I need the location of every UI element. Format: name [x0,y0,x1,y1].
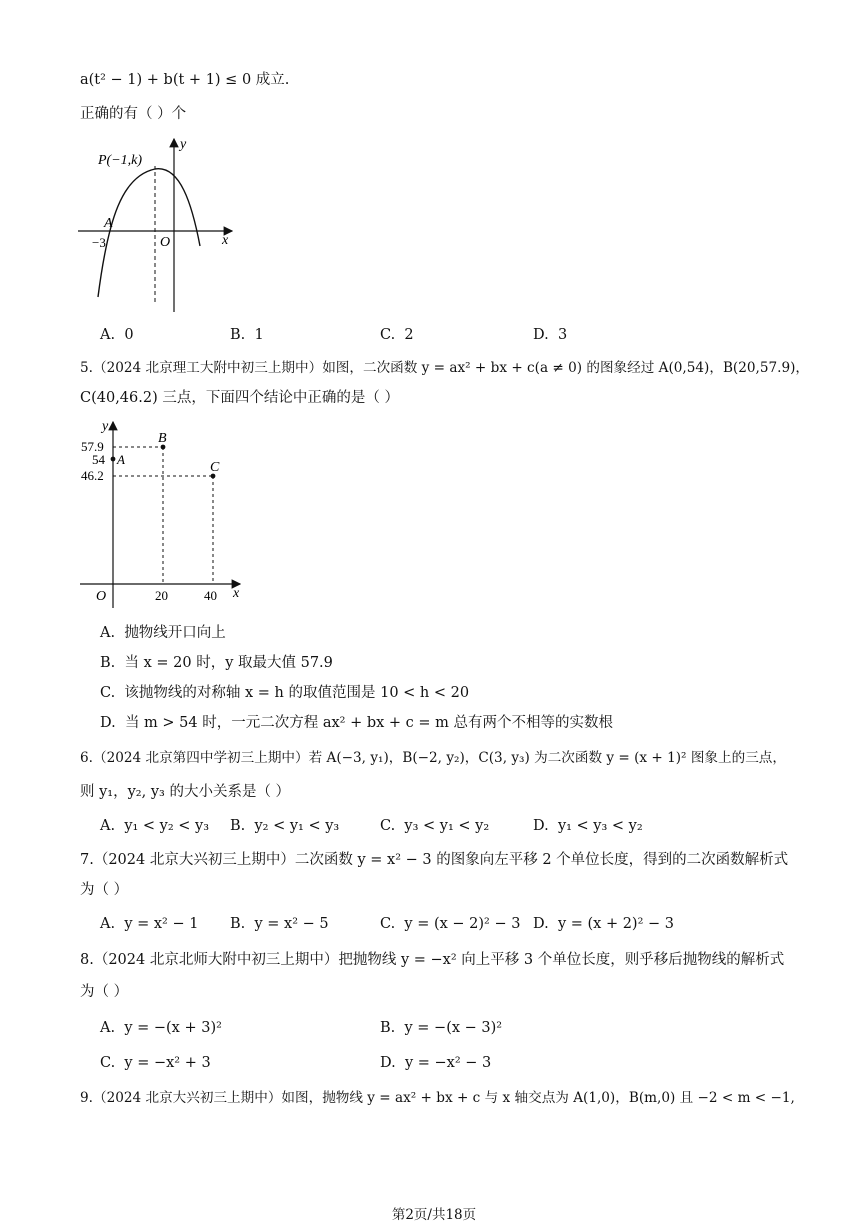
q4-tail-text: a(t² − 1) + b(t + 1) ≤ 0 成立. [80,72,290,88]
q4-prompt: 正确的有（ ）个 [80,106,187,122]
q7-stem-line1: 7.（2024 北京大兴初三上期中）二次函数 y = x² − 3 的图象向左平移 2 个单位长度，得到的二次函数解析式 [80,852,789,868]
q5-option-a: A. 抛物线开口向上 [100,625,226,641]
q5-label-x: x [233,586,240,601]
q4-label-p: P(−1,k) [98,153,143,168]
page-footer: 第2页/共18页 [391,1207,477,1223]
q6-option-d: D. y₁ < y₃ < y₂ [533,818,643,834]
q5-option-b: B. 当 x = 20 时，y 取最大值 57.9 [100,655,333,671]
q5-tick-40: 40 [204,588,217,603]
q5-label-c: C [210,460,220,475]
q5-points-figure [76,416,246,610]
q5-label-origin: O [96,589,107,604]
q4-label-origin: O [160,235,171,250]
q4-parabola-figure [74,134,244,316]
q5-option-d: D. 当 m > 54 时，一元二次方程 ax² + bx + c = m 总有两个不相等的实数根 [100,715,614,731]
q5-label-y: y [102,419,109,434]
q7-stem-line2: 为（ ） [80,882,129,898]
q4-option-c: C. 2 [380,327,414,343]
q4-parabola-curve [98,169,200,297]
q7-option-c: C. y = (x − 2)² − 3 [380,916,521,932]
q9-stem-line1: 9.（2024 北京大兴初三上期中）如图，抛物线 y = ax² + bx + c 与 x 轴交点为 A(1,0)，B(m,0) 且 −2 < m < −1, [80,1090,795,1106]
q8-option-c: C. y = −x² + 3 [100,1055,211,1071]
q5-point-a [111,457,116,462]
q6-stem-line2: 则 y₁，y₂, y₃ 的大小关系是（ ） [80,784,291,800]
q5-tick-20: 20 [155,588,168,603]
q5-tick-579: 57.9 [81,439,104,454]
q5-stem-line2: C(40,46.2) 三点，下面四个结论中正确的是（ ） [80,390,399,406]
q6-option-c: C. y₃ < y₁ < y₂ [380,818,490,834]
q4-label-x: x [222,233,229,248]
q5-option-c: C. 该抛物线的对称轴 x = h 的取值范围是 10 < h < 20 [100,685,470,701]
q7-option-d: D. y = (x + 2)² − 3 [533,916,674,932]
q5-tick-54: 54 [92,452,105,467]
q6-option-b: B. y₂ < y₁ < y₃ [230,818,340,834]
q4-label-a: A [104,216,113,231]
q5-stem-line1: 5.（2024 北京理工大附中初三上期中）如图，二次函数 y = ax² + bx + c(a ≠ 0) 的图象经过 A(0,54)，B(20,57.9)， [80,360,810,376]
q4-option-d: D. 3 [533,327,568,343]
q8-stem-line1: 8.（2024 北京北师大附中初三上期中）把抛物线 y = −x² 向上平移 3 个单位长度，则乎移后抛物线的解析式 [80,952,785,968]
q8-option-d: D. y = −x² − 3 [380,1055,492,1071]
q8-stem-line2: 为（ ） [80,984,129,1000]
q6-stem-line1: 6.（2024 北京第四中学初三上期中）若 A(−3, y₁)，B(−2, y₂)，C(3, y₃) 为二次函数 y = (x + 1)² 图象上的三点， [80,750,786,766]
q4-label-minus3: −3 [92,235,106,250]
q5-label-a: A [117,452,125,467]
q4-option-a: A. 0 [100,327,134,343]
q7-option-a: A. y = x² − 1 [100,916,199,932]
q8-option-b: B. y = −(x − 3)² [380,1020,503,1036]
q5-label-b: B [158,431,167,446]
q8-option-a: A. y = −(x + 3)² [100,1020,222,1036]
q4-option-b: B. 1 [230,327,264,343]
q5-tick-462: 46.2 [81,468,104,483]
q6-option-a: A. y₁ < y₂ < y₃ [100,818,210,834]
q4-label-y: y [180,137,187,152]
q7-option-b: B. y = x² − 5 [230,916,329,932]
